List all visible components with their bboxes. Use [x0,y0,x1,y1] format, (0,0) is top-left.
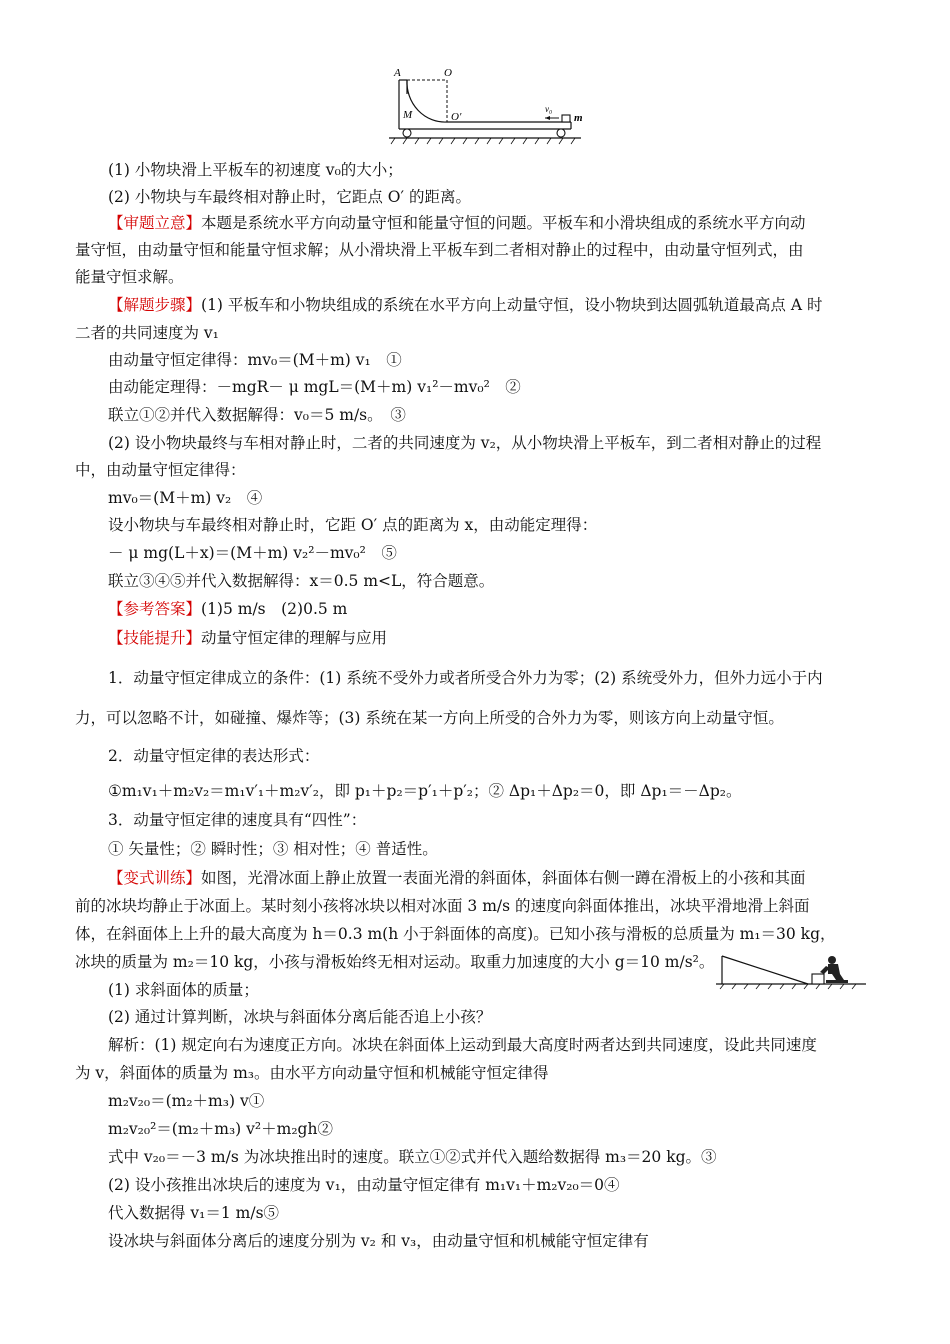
text-line: 二者的共同速度为 v₁ [75,324,219,342]
text-line: ①m₁v₁＋m₂v₂＝m₁v′₁＋m₂v′₂，即 p₁＋p₂＝p′₁＋p′₂；② Δp₁＋Δp₂＝0，即 Δp₁＝－Δp₂。 [108,782,742,800]
text-line: 设小物块与车最终相对静止时，它距 O′ 点的距离为 x，由动能定理得： [108,516,598,534]
text-line: ① 矢量性；② 瞬时性；③ 相对性；④ 普适性。 [108,840,438,858]
text-line: 前的冰块均静止于冰面上。某时刻小孩将冰块以相对冰面 3 m/s 的速度向斜面体推出，冰块平滑地滑上斜面 [75,897,810,915]
text-line: 1．动量守恒定律成立的条件：(1) 系统不受外力或者所受合外力为零；(2) 系统受外力，但外力远小于内 [108,669,823,687]
text-line: 解析：(1) 规定向右为速度正方向。冰块在斜面体上运动到最大高度时两者达到共同速度，设此共同速度 [108,1036,817,1054]
text-line: 体，在斜面体上上升的最大高度为 h＝0.3 m(h 小于斜面体的高度)。已知小孩与滑板的总质量为 m₁＝30 kg， [75,925,836,943]
text-line: 联立①②并代入数据解得：v₀＝5 m/s。 ③ [108,406,406,424]
text-line: m₂v₂₀＝(m₂＋m₃) v① [108,1092,265,1110]
text-line: 量守恒，由动量守恒和能量守恒求解；从小滑块滑上平板车到二者相对静止的过程中，由动量守恒列式，由 [75,241,804,259]
text-line: 式中 v₂₀＝－3 m/s 为冰块推出时的速度。联立①②式并代入题给数据得 m₃＝20 kg。③ [108,1148,717,1166]
incline-child-figure [716,952,866,992]
cart-track-figure [385,66,595,150]
text-line: 由动量守恒定律得：mv₀＝(M＋m) v₁ ① [108,351,402,369]
text-line: 【参考答案】(1)5 m/s (2)0.5 m [108,600,348,618]
text-line: 【变式训练】如图，光滑冰面上静止放置一表面光滑的斜面体，斜面体右侧一蹲在滑板上的小孩和其面 [108,869,806,887]
label-o: O [444,67,452,79]
text-line: 冰块的质量为 m₂＝10 kg，小孩与滑板始终无相对运动。取重力加速度的大小 g＝10 m/s²。 [75,953,715,971]
text-line: 3．动量守恒定律的速度具有“四性”： [108,811,367,829]
text-line: － μ mg(L＋x)＝(M＋m) v₂²－mv₀² ⑤ [108,544,397,562]
text-line: 2．动量守恒定律的表达形式： [108,747,320,765]
text-line: m₂v₂₀²＝(m₂＋m₃) v²＋m₂gh② [108,1120,333,1138]
label-m-block: m [574,112,583,124]
text-line: (2) 设小物块最终与车相对静止时，二者的共同速度为 v₂，从小物块滑上平板车，到二者相对静止的过程 [108,434,822,452]
label-m-cart: M [403,109,413,121]
text-line: (1) 小物块滑上平板车的初速度 v₀的大小； [108,161,403,179]
text-line: 由动能定理得：－mgR－ μ mgL＝(M＋m) v₁²－mv₀² ② [108,378,521,396]
text-line: 设冰块与斜面体分离后的速度分别为 v₂ 和 v₃，由动量守恒和机械能守恒定律有 [108,1232,649,1250]
label-o-prime: O′ [451,111,462,123]
text-line: (2) 通过计算判断，冰块与斜面体分离后能否追上小孩？ [108,1008,492,1026]
text-line: 【审题立意】本题是系统水平方向动量守恒和能量守恒的问题。平板车和小滑块组成的系统水平方向动 [108,214,806,232]
label-v0: v₀ [545,104,553,114]
text-line: 为 v，斜面体的质量为 m₃。由水平方向动量守恒和机械能守恒定律得 [75,1064,549,1082]
text-line: 【解题步骤】(1) 平板车和小物块组成的系统在水平方向上动量守恒，设小物块到达圆弧轨道最高点 A 时 [108,296,823,314]
text-line: 力，可以忽略不计，如碰撞、爆炸等；(3) 系统在某一方向上所受的合外力为零，则该方向上动量守恒。 [75,709,784,727]
text-line: 联立③④⑤并代入数据解得：x＝0.5 m<L，符合题意。 [108,572,495,590]
text-line: 能量守恒求解。 [75,268,184,286]
text-line: 中，由动量守恒定律得： [75,461,246,479]
text-line: 【技能提升】动量守恒定律的理解与应用 [108,629,388,647]
text-line: 代入数据得 v₁＝1 m/s⑤ [108,1204,280,1222]
text-line: mv₀＝(M＋m) v₂ ④ [108,489,263,507]
label-a: A [394,67,401,79]
text-line: (2) 小物块与车最终相对静止时，它距点 O′ 的距离。 [108,188,471,206]
text-line: (1) 求斜面体的质量； [108,981,259,999]
text-line: (2) 设小孩推出冰块后的速度为 v₁，由动量守恒定律有 m₁v₁＋m₂v₂₀＝0④ [108,1176,620,1194]
